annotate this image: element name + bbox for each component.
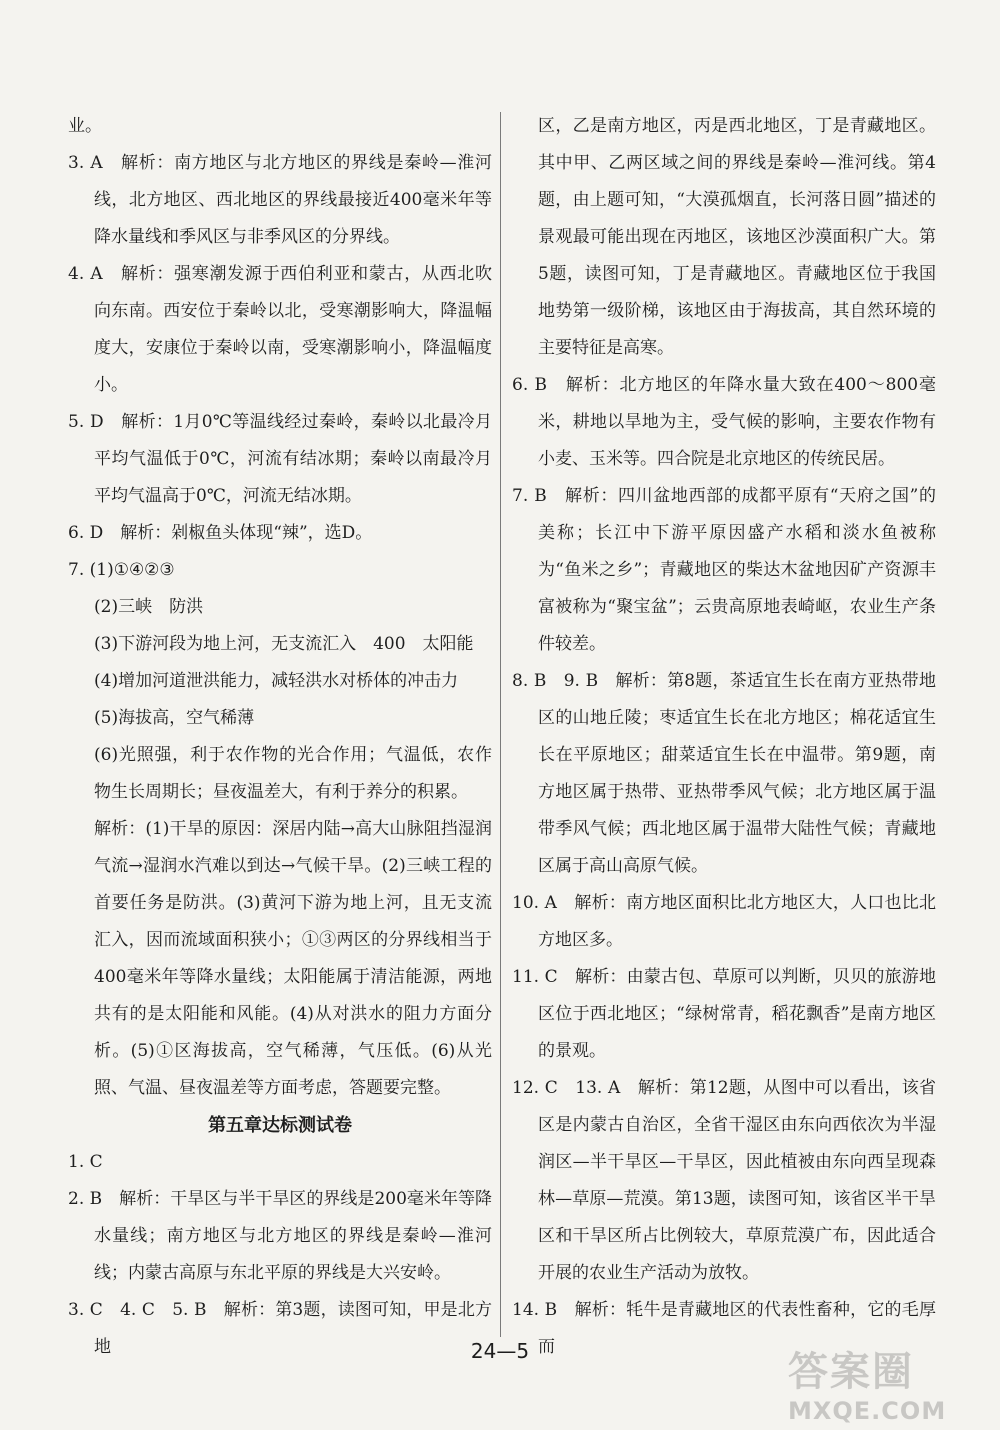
answer-paragraph: 1. C (68, 1152, 103, 1172)
answer-paragraph: 6. D 解析：剁椒鱼头体现“辣”，选D。 (68, 523, 373, 543)
answer-paragraph: 4. A 解析：强寒潮发源于西伯利亚和蒙古，从西北吹向东南。西安位于秦岭以北，受寒潮影响大，降温幅度大，安康位于秦岭以南，受寒潮影响小，降温幅度小。 (68, 264, 492, 395)
answer-paragraph: 7. (1)①④②③ (68, 560, 175, 580)
left-column (68, 108, 492, 1366)
answer-paragraph: 解析：(1)干旱的原因：深居内陆→高大山脉阻挡湿润气流→湿润水汽难以到达→气候干旱。(2)三峡工程的首要任务是防洪。(3)黄河下游为地上河，且无支流汇入，因而流域面积狭小；①③两区的分界线相当于400毫米年等降水量线；太阳能属于清洁能源，两地共有的是太阳能和风能。(4)从对洪水的阻力方面分析。(5)①区海拔高，空气稀薄，气压低。(6)从光照、气温、昼夜温差等方面考虑，答题要完整。 (94, 819, 492, 1098)
answer-paragraph: 10. A 解析：南方地区面积比北方地区大，人口也比北方地区多。 (512, 893, 936, 950)
answer-paragraph: 14. B 解析：牦牛是青藏地区的代表性畜种，它的毛厚而 (512, 1300, 936, 1357)
watermark-logo-text: 答案圈 (788, 1349, 914, 1395)
page-number: 24—5 (470, 1339, 530, 1363)
answer-paragraph: 5. D 解析：1月0℃等温线经过秦岭，秦岭以北最冷月平均气温低于0℃，河流有结冰期；秦岭以南最冷月平均气温高于0℃，河流无结冰期。 (68, 412, 492, 506)
answer-paragraph: (6)光照强，利于农作物的光合作用；气温低，农作物生长周期长；昼夜温差大，有利于养分的积累。 (94, 745, 492, 802)
watermark-logo (788, 1340, 978, 1425)
answer-paragraph: (2)三峡 防洪 (94, 597, 204, 617)
answer-paragraph: (3)下游河段为地上河，无支流汇入 400 太阳能 (94, 634, 474, 654)
answer-paragraph: (5)海拔高，空气稀薄 (94, 708, 255, 728)
watermark-site: MXQE.COM (788, 1397, 947, 1425)
answer-paragraph: 7. B 解析：四川盆地西部的成都平原有“天府之国”的美称；长江中下游平原因盛产水稻和淡水鱼被称为“鱼米之乡”；青藏地区的柴达木盆地因矿产资源丰富被称为“聚宝盆”；云贵高原地表崎岖，农业生产条件较差。 (512, 486, 936, 654)
answer-paragraph: 8. B 9. B 解析：第8题，茶适宜生长在南方亚热带地区的山地丘陵；枣适宜生长在北方地区；棉花适宜生长在平原地区；甜菜适宜生长在中温带。第9题，南方地区属于热带、亚热带季风气候；北方地区属于温带季风气候；西北地区属于温带大陆性气候；青藏地区属于高山高原气候。 (512, 671, 936, 876)
right-column (512, 108, 936, 1366)
answer-paragraph: 区，乙是南方地区，丙是西北地区，丁是青藏地区。其中甲、乙两区域之间的界线是秦岭—淮河线。第4题，由上题可知，“大漠孤烟直，长河落日圆”描述的景观最可能出现在丙地区，该地区沙漠面积广大。第5题，读图可知，丁是青藏地区。青藏地区位于我国地势第一级阶梯，该地区由于海拔高，其自然环境的主要特征是高寒。 (538, 116, 936, 358)
answer-paragraph: 3. C 4. C 5. B 解析：第3题，读图可知，甲是北方地 (68, 1300, 492, 1357)
answer-paragraph: (4)增加河道泄洪能力，减轻洪水对桥体的冲击力 (94, 671, 459, 691)
answer-paragraph: 12. C 13. A 解析：第12题，从图中可以看出，该省区是内蒙古自治区，全省干湿区由东向西依次为半湿润区—半干旱区—干旱区，因此植被由东向西呈现森林—草原—荒漠。第13题，读图可知，该省区半干旱区和干旱区所占比例较大，草原荒漠广布，因此适合开展的农业生产活动为放牧。 (512, 1078, 936, 1283)
section-heading: 第五章达标测试卷 (208, 1115, 352, 1136)
answer-paragraph: 3. A 解析：南方地区与北方地区的界线是秦岭—淮河线，北方地区、西北地区的界线最接近400毫米年等降水量线和季风区与非季风区的分界线。 (68, 153, 492, 247)
answer-paragraph: 11. C 解析：由蒙古包、草原可以判断，贝贝的旅游地区位于西北地区；“绿树常青，稻花飘香”是南方地区的景观。 (512, 967, 936, 1061)
column-divider (500, 112, 501, 1337)
answer-paragraph: 业。 (68, 116, 102, 136)
answer-paragraph: 6. B 解析：北方地区的年降水量大致在400～800毫米，耕地以旱地为主，受气候的影响，主要农作物有小麦、玉米等。四合院是北京地区的传统民居。 (512, 375, 936, 469)
answer-paragraph: 2. B 解析：干旱区与半干旱区的界线是200毫米年等降水量线；南方地区与北方地区的界线是秦岭—淮河线；内蒙古高原与东北平原的界线是大兴安岭。 (68, 1189, 492, 1283)
